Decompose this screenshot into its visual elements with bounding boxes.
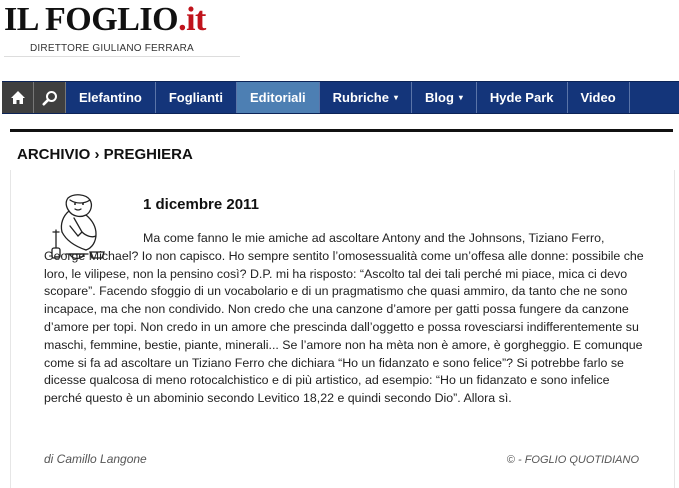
article-source — [507, 454, 639, 466]
site-logo[interactable] — [4, 0, 206, 40]
chevron-down-icon: ▾ — [458, 93, 463, 102]
masthead-divider — [4, 56, 240, 57]
article-text: Ma come fanno le mie amiche ad ascoltare Antony and the Johnsons, Tiziano Ferro, George Michael? Io non capisco. Ho sempre sentito l’omosessualità come un’offesa alle donne: possibile che loro, le vilipese, non la pensino così? D.P. mi ha risposto: “Ascolto tal dei tali perché mi piace, mica ci devo scopare”. Facendo sfoggio di un vocabolario e di un pragmatismo che quasi ammiro, da tanto che ne sono incapace, ma che non condivido. Non credo che una canzone d’amore per gatti possa fungere da canzone d’amore per topi. Non credo in un amore che prescinda dall’oggetto e possa rovesciarsi indifferentemente su maschi, femmine, bestie, piante, minerali... Se l’amore non ha mèta non è amore, è gorgheggio. E comunque come si fa ad ascoltare un Tiziano Ferro che dichiara “Ho un fidanzato e sono felice”? Si potrebbe farlo se dicesse qualcosa di meno rotocalchistico e di più artistico, ad esempio: “Ho un fidanzato e sono infelice perché questo è un abominio secondo Levitico 18,22 e quindi secondo Dio”. Allora sì. — [44, 231, 644, 406]
search-button[interactable] — [34, 82, 66, 113]
article-author: di Camillo Langone — [44, 452, 147, 466]
nav-item-rubriche[interactable]: Rubriche ▾ — [320, 82, 412, 113]
logo-main[interactable]: IL FOGLIO — [4, 1, 179, 38]
content-top-rule — [10, 129, 673, 132]
nav-item-editoriali[interactable]: Editoriali — [237, 82, 320, 113]
article-date: 1 dicembre 2011 — [143, 196, 259, 213]
nav-item-foglianti[interactable]: Foglianti — [156, 82, 237, 113]
chevron-down-icon: ▾ — [393, 93, 398, 102]
masthead — [4, 0, 206, 40]
source-name: - FOGLIO QUOTIDIANO — [514, 454, 639, 466]
home-button[interactable] — [2, 82, 34, 113]
home-icon — [10, 90, 26, 105]
search-icon — [42, 90, 58, 106]
nav-item-video[interactable]: Video — [568, 82, 630, 113]
breadcrumb: ARCHIVIO › PREGHIERA — [17, 146, 193, 163]
article-body — [44, 230, 644, 408]
nav-item-blog[interactable]: Blog ▾ — [412, 82, 477, 113]
nav-item-elefantino[interactable]: Elefantino — [66, 82, 156, 113]
logo-ext[interactable]: .it — [178, 1, 206, 38]
nav-item-hyde-park[interactable]: Hyde Park — [477, 82, 568, 113]
copyright-symbol: © — [506, 454, 515, 466]
director-line: DIRETTORE GIULIANO FERRARA — [30, 43, 194, 54]
main-nav — [2, 81, 679, 114]
